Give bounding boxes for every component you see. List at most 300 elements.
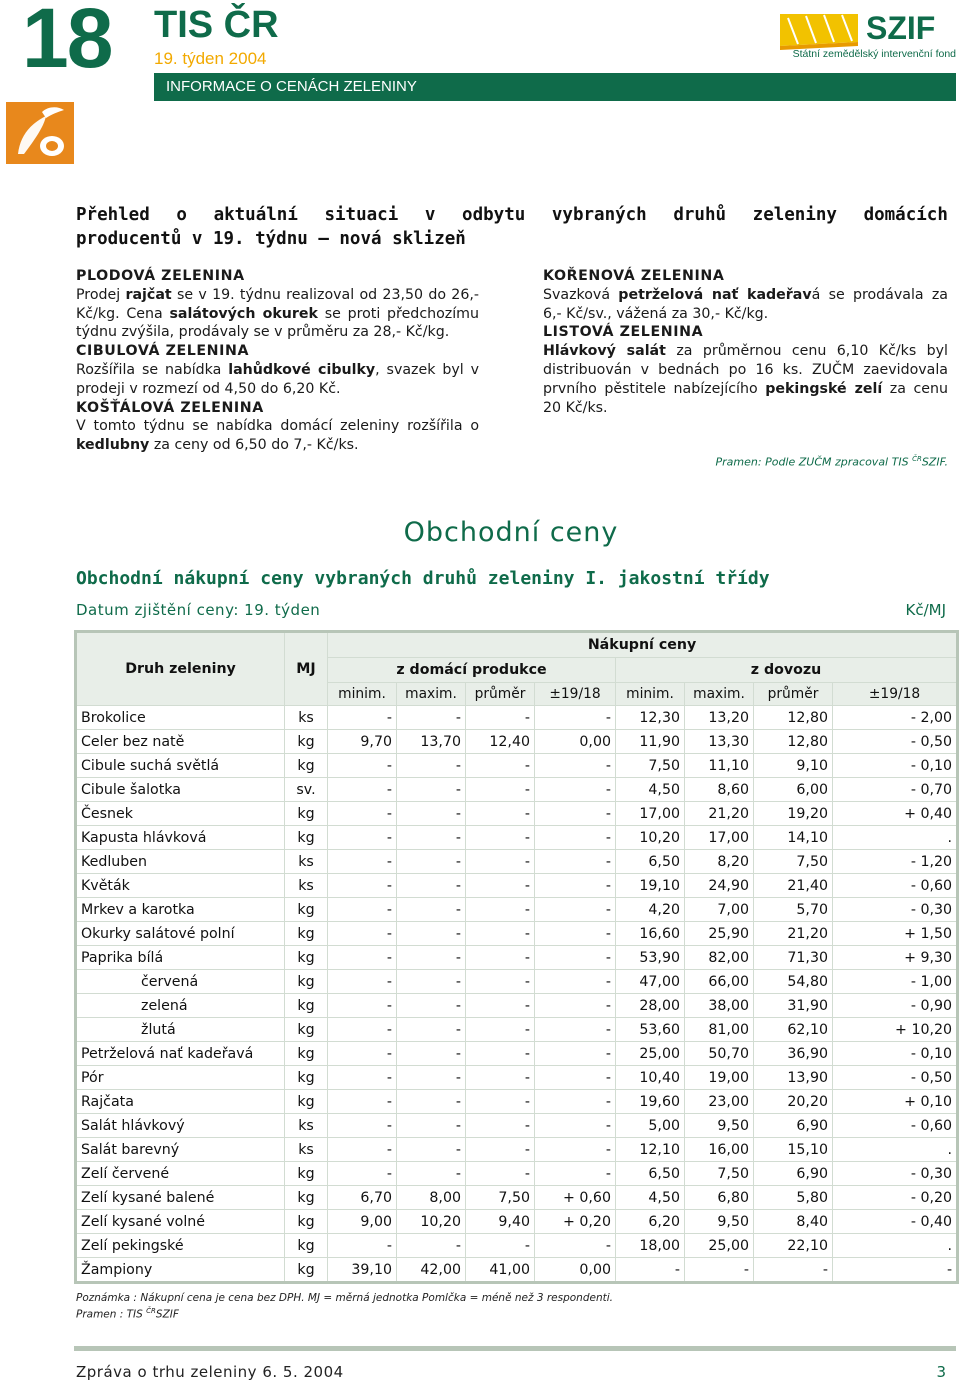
row-name: Česnek: [76, 802, 285, 826]
price-cell: 7,50: [685, 1162, 754, 1186]
price-cell: -: [397, 874, 466, 898]
price-cell: + 10,20: [833, 1018, 958, 1042]
price-cell: 13,70: [397, 730, 466, 754]
price-cell: -: [328, 994, 397, 1018]
listova-paragraph: Hlávkový salát za průměrnou cenu 6,10 Kč/ks byl distribuován v bednách po 16 ks. ZUČM zaevidovala prvního pěstitele nabízejícího pekingské zelí za cenu 20 Kč/ks.: [543, 343, 948, 416]
price-cell: 9,70: [328, 730, 397, 754]
price-cell: -: [466, 1138, 535, 1162]
price-cell: 19,20: [754, 802, 833, 826]
price-cell: 21,20: [754, 922, 833, 946]
price-cell: -: [466, 850, 535, 874]
price-cell: -: [535, 922, 616, 946]
row-name: Žampiony: [76, 1258, 285, 1283]
row-unit: sv.: [285, 778, 328, 802]
price-cell: .: [833, 1234, 958, 1258]
price-cell: - 0,60: [833, 1114, 958, 1138]
price-cell: 13,90: [754, 1066, 833, 1090]
price-cell: -: [535, 970, 616, 994]
price-cell: 50,70: [685, 1042, 754, 1066]
row-name: Paprika bílá: [76, 946, 285, 970]
price-cell: + 0,60: [535, 1186, 616, 1210]
price-cell: -: [328, 826, 397, 850]
title-word: odbytu: [462, 205, 526, 225]
price-cell: -: [328, 970, 397, 994]
price-cell: 7,00: [685, 898, 754, 922]
price-cell: 8,20: [685, 850, 754, 874]
table-row: [76, 850, 958, 874]
price-cell: 82,00: [685, 946, 754, 970]
title-word: druhů: [673, 205, 727, 225]
price-cell: -: [535, 1234, 616, 1258]
price-cell: -: [466, 946, 535, 970]
price-cell: 25,00: [685, 1234, 754, 1258]
price-cell: 6,50: [616, 850, 685, 874]
vegetable-logo-icon: [6, 102, 74, 164]
subheader-cell: průměr: [466, 683, 535, 706]
price-cell: 24,90: [685, 874, 754, 898]
price-cell: -: [397, 826, 466, 850]
price-cell: -: [466, 826, 535, 850]
price-cell: -: [535, 1018, 616, 1042]
price-cell: 13,30: [685, 730, 754, 754]
price-cell: -: [466, 1162, 535, 1186]
row-unit: kg: [285, 898, 328, 922]
title-word: domácích: [863, 205, 948, 225]
price-cell: -: [466, 898, 535, 922]
price-cell: -: [397, 706, 466, 730]
price-cell: 11,10: [685, 754, 754, 778]
price-cell: -: [397, 1114, 466, 1138]
row-name: Salát hlávkový: [76, 1114, 285, 1138]
subheader-cell: ±19/18: [535, 683, 616, 706]
row-name: Pór: [76, 1066, 285, 1090]
price-cell: -: [397, 898, 466, 922]
row-unit: kg: [285, 1066, 328, 1090]
price-cell: 4,50: [616, 778, 685, 802]
price-cell: 13,20: [685, 706, 754, 730]
table-row: [76, 706, 958, 730]
price-cell: 17,00: [616, 802, 685, 826]
table-row: [76, 994, 958, 1018]
price-cell: -: [397, 754, 466, 778]
table-subtitle: Obchodní nákupní ceny vybraných druhů zeleniny I. jakostní třídy: [76, 568, 770, 589]
price-cell: 4,20: [616, 898, 685, 922]
table-row: [76, 1114, 958, 1138]
szif-logo-text: SZIF: [866, 10, 936, 46]
table-row: [76, 1066, 958, 1090]
cibulova-heading: CIBULOVÁ ZELENINA: [76, 343, 250, 360]
brand-title: TIS ČR: [154, 4, 279, 46]
price-cell: -: [535, 802, 616, 826]
price-cell: - 0,60: [833, 874, 958, 898]
price-cell: -: [535, 1162, 616, 1186]
price-cell: -: [535, 826, 616, 850]
szif-logo-subtitle: Státní zemědělský intervenční fond: [792, 48, 956, 60]
price-cell: -: [397, 1066, 466, 1090]
price-cell: -: [535, 706, 616, 730]
price-cell: 16,60: [616, 922, 685, 946]
price-cell: 9,10: [754, 754, 833, 778]
price-cell: -: [328, 1138, 397, 1162]
price-cell: -: [466, 874, 535, 898]
row-unit: kg: [285, 754, 328, 778]
table-row: [76, 778, 958, 802]
table-row: [76, 922, 958, 946]
price-cell: -: [328, 1114, 397, 1138]
row-name: Celer bez natě: [76, 730, 285, 754]
row-name: Brokolice: [76, 706, 285, 730]
price-cell: 6,90: [754, 1162, 833, 1186]
note-text: Poznámka : Nákupní cena je cena bez DPH. MJ = měrná jednotka Pomlčka = méně než 3 respondenti.: [76, 1292, 613, 1304]
issue-number: 18: [22, 0, 112, 85]
price-cell: 10,20: [397, 1210, 466, 1234]
row-name: Zelí pekingské: [76, 1234, 285, 1258]
price-cell: -: [466, 1090, 535, 1114]
price-cell: 62,10: [754, 1018, 833, 1042]
price-cell: - 1,20: [833, 850, 958, 874]
right-column: [543, 267, 948, 417]
row-unit: ks: [285, 706, 328, 730]
row-unit: kg: [285, 1162, 328, 1186]
price-cell: - 0,30: [833, 898, 958, 922]
price-cell: - 0,70: [833, 778, 958, 802]
price-cell: 6,90: [754, 1114, 833, 1138]
page-number: 3: [936, 1363, 946, 1381]
price-cell: 6,80: [685, 1186, 754, 1210]
price-cell: -: [397, 922, 466, 946]
korenova-paragraph: Svazková petrželová nať kadeřavá se prodávala za 6,- Kč/sv., vážená za 30,- Kč/kg.: [543, 286, 948, 322]
price-cell: 7,50: [616, 754, 685, 778]
price-cell: -: [328, 898, 397, 922]
price-cell: 20,20: [754, 1090, 833, 1114]
row-unit: ks: [285, 850, 328, 874]
price-cell: 38,00: [685, 994, 754, 1018]
price-cell: - 0,10: [833, 1042, 958, 1066]
price-cell: 42,00: [397, 1258, 466, 1283]
price-cell: -: [466, 706, 535, 730]
price-cell: -: [466, 922, 535, 946]
table-row: [76, 754, 958, 778]
title-word: v: [424, 205, 436, 225]
price-cell: 71,30: [754, 946, 833, 970]
row-unit: ks: [285, 874, 328, 898]
price-cell: - 0,50: [833, 1066, 958, 1090]
price-cell: -: [397, 802, 466, 826]
price-cell: -: [466, 1018, 535, 1042]
price-cell: -: [328, 850, 397, 874]
price-cell: -: [397, 1018, 466, 1042]
price-cell: -: [328, 946, 397, 970]
price-cell: -: [535, 1114, 616, 1138]
price-cell: 5,00: [616, 1114, 685, 1138]
price-cell: 9,50: [685, 1210, 754, 1234]
title-word: situaci: [324, 205, 399, 225]
price-cell: -: [466, 1234, 535, 1258]
subheader-cell: ±19/18: [833, 683, 958, 706]
header-mj: MJ: [285, 632, 328, 706]
price-cell: -: [535, 850, 616, 874]
price-unit: Kč/MJ: [905, 601, 946, 619]
table-row: [76, 970, 958, 994]
korenova-heading: KOŘENOVÁ ZELENINA: [543, 268, 725, 284]
title-word: aktuální: [213, 205, 298, 225]
price-cell: -: [466, 1114, 535, 1138]
price-cell: -: [833, 1258, 958, 1283]
price-cell: -: [328, 706, 397, 730]
subheader-cell: minim.: [328, 683, 397, 706]
price-cell: 10,20: [616, 826, 685, 850]
price-cell: -: [535, 1066, 616, 1090]
price-cell: 41,00: [466, 1258, 535, 1283]
cibulova-paragraph: Rozšířila se nabídka lahůdkové cibulky, svazek byl v prodeji v rozmezí od 4,50 do 6,20 Kč.: [76, 361, 479, 397]
price-cell: -: [466, 970, 535, 994]
price-cell: -: [397, 946, 466, 970]
price-cell: 31,90: [754, 994, 833, 1018]
price-cell: 8,40: [754, 1210, 833, 1234]
price-cell: 36,90: [754, 1042, 833, 1066]
price-cell: 16,00: [685, 1138, 754, 1162]
price-cell: -: [535, 1042, 616, 1066]
title-word: o: [176, 205, 187, 225]
price-cell: -: [466, 802, 535, 826]
price-cell: + 0,20: [535, 1210, 616, 1234]
footer-rule: [74, 1346, 956, 1351]
note-source: Pramen : TIS $^{ČR}$SZIF: [76, 1307, 179, 1321]
table-row: [76, 1138, 958, 1162]
table-row: [76, 1234, 958, 1258]
row-unit: kg: [285, 922, 328, 946]
price-cell: -: [535, 946, 616, 970]
row-name: Květák: [76, 874, 285, 898]
price-cell: 23,00: [685, 1090, 754, 1114]
szif-logo: [778, 12, 956, 60]
table-row: [76, 874, 958, 898]
price-cell: -: [397, 1138, 466, 1162]
price-cell: 4,50: [616, 1186, 685, 1210]
price-cell: + 0,40: [833, 802, 958, 826]
week-label: 19. týden 2004: [154, 49, 267, 68]
price-cell: -: [328, 1018, 397, 1042]
price-cell: 47,00: [616, 970, 685, 994]
price-cell: -: [616, 1258, 685, 1283]
row-name: Zelí kysané balené: [76, 1186, 285, 1210]
subheader-cell: maxim.: [685, 683, 754, 706]
row-unit: kg: [285, 1234, 328, 1258]
table-row: [76, 898, 958, 922]
price-cell: + 0,10: [833, 1090, 958, 1114]
price-cell: -: [328, 754, 397, 778]
price-cell: -: [535, 994, 616, 1018]
title-word: vybraných: [551, 205, 647, 225]
row-unit: ks: [285, 1114, 328, 1138]
row-name: Petrželová nať kadeřavá: [76, 1042, 285, 1066]
price-cell: -: [397, 994, 466, 1018]
row-name: červená: [76, 970, 285, 994]
header-nakupni-ceny: Nákupní ceny: [328, 632, 958, 658]
price-cell: 7,50: [466, 1186, 535, 1210]
price-cell: -: [754, 1258, 833, 1283]
price-cell: .: [833, 1138, 958, 1162]
price-cell: -: [328, 922, 397, 946]
price-cell: -: [397, 1234, 466, 1258]
price-cell: -: [535, 898, 616, 922]
table-row: [76, 1210, 958, 1234]
header-domestic: z domácí produkce: [328, 658, 616, 683]
price-cell: 8,60: [685, 778, 754, 802]
price-cell: 9,40: [466, 1210, 535, 1234]
survey-date: Datum zjištění ceny: 19. týden: [76, 601, 321, 619]
row-unit: kg: [285, 970, 328, 994]
table-row: [76, 1186, 958, 1210]
price-cell: 11,90: [616, 730, 685, 754]
row-unit: kg: [285, 946, 328, 970]
price-cell: -: [397, 1090, 466, 1114]
price-cell: .: [833, 826, 958, 850]
price-cell: 12,80: [754, 706, 833, 730]
price-cell: -: [328, 1042, 397, 1066]
row-name: Kedluben: [76, 850, 285, 874]
price-cell: 22,10: [754, 1234, 833, 1258]
price-cell: - 0,10: [833, 754, 958, 778]
table-note: [76, 1292, 613, 1322]
price-cell: 28,00: [616, 994, 685, 1018]
plodova-heading: PLODOVÁ ZELENINA: [76, 268, 245, 284]
intro-title-line2: producentů v 19. týdnu – nová sklizeň: [76, 229, 466, 249]
title-word: zeleniny: [752, 205, 837, 225]
price-cell: 81,00: [685, 1018, 754, 1042]
price-cell: 6,00: [754, 778, 833, 802]
price-cell: + 1,50: [833, 922, 958, 946]
price-cell: - 2,00: [833, 706, 958, 730]
row-name: žlutá: [76, 1018, 285, 1042]
price-cell: 19,10: [616, 874, 685, 898]
price-cell: - 1,00: [833, 970, 958, 994]
price-cell: 39,10: [328, 1258, 397, 1283]
row-name: Okurky salátové polní: [76, 922, 285, 946]
row-unit: kg: [285, 1258, 328, 1283]
row-unit: kg: [285, 1018, 328, 1042]
section-label: INFORMACE O CENÁCH ZELENINY: [166, 78, 417, 95]
price-cell: 10,40: [616, 1066, 685, 1090]
price-cell: 15,10: [754, 1138, 833, 1162]
price-cell: 25,00: [616, 1042, 685, 1066]
price-cell: -: [397, 1162, 466, 1186]
row-unit: kg: [285, 826, 328, 850]
price-cell: - 0,20: [833, 1186, 958, 1210]
price-cell: 25,90: [685, 922, 754, 946]
table-row: [76, 946, 958, 970]
kostalova-paragraph: V tomto týdnu se nabídka domácí zeleniny rozšířila o kedlubny za ceny od 6,50 do 7,- Kč/ks.: [76, 418, 479, 454]
price-cell: 5,70: [754, 898, 833, 922]
table-row: [76, 826, 958, 850]
price-cell: -: [466, 1066, 535, 1090]
price-cell: -: [466, 754, 535, 778]
row-name: Kapusta hlávková: [76, 826, 285, 850]
price-cell: 0,00: [535, 730, 616, 754]
table-row: [76, 1018, 958, 1042]
price-cell: 54,80: [754, 970, 833, 994]
price-cell: -: [397, 970, 466, 994]
row-unit: kg: [285, 1186, 328, 1210]
price-cell: -: [535, 1138, 616, 1162]
row-name: Salát barevný: [76, 1138, 285, 1162]
row-unit: kg: [285, 730, 328, 754]
header-import: z dovozu: [616, 658, 958, 683]
row-name: Mrkev a karotka: [76, 898, 285, 922]
row-unit: kg: [285, 994, 328, 1018]
table-row: [76, 1162, 958, 1186]
price-cell: -: [535, 874, 616, 898]
price-cell: 12,40: [466, 730, 535, 754]
price-cell: -: [466, 778, 535, 802]
title-word: Přehled: [76, 205, 150, 225]
price-cell: -: [328, 778, 397, 802]
price-cell: 18,00: [616, 1234, 685, 1258]
price-cell: 9,00: [328, 1210, 397, 1234]
kostalova-heading: KOŠŤÁLOVÁ ZELENINA: [76, 399, 264, 416]
price-cell: -: [328, 1066, 397, 1090]
subheader-cell: minim.: [616, 683, 685, 706]
price-cell: 14,10: [754, 826, 833, 850]
price-cell: 66,00: [685, 970, 754, 994]
table-row: [76, 730, 958, 754]
price-cell: -: [685, 1258, 754, 1283]
price-cell: -: [535, 1090, 616, 1114]
price-cell: -: [466, 994, 535, 1018]
price-cell: -: [397, 850, 466, 874]
listova-heading: LISTOVÁ ZELENINA: [543, 324, 704, 341]
price-cell: 6,20: [616, 1210, 685, 1234]
subheader-cell: maxim.: [397, 683, 466, 706]
price-cell: 6,50: [616, 1162, 685, 1186]
price-cell: + 9,30: [833, 946, 958, 970]
price-cell: -: [397, 1042, 466, 1066]
footer-report-title: Zpráva o trhu zeleniny 6. 5. 2004: [76, 1363, 344, 1381]
price-cell: -: [328, 802, 397, 826]
table-row: [76, 1090, 958, 1114]
price-cell: 6,70: [328, 1186, 397, 1210]
header-druh: Druh zeleniny: [76, 632, 285, 706]
price-cell: 21,20: [685, 802, 754, 826]
price-cell: - 0,50: [833, 730, 958, 754]
price-cell: -: [328, 1234, 397, 1258]
price-cell: -: [328, 1090, 397, 1114]
price-cell: 8,00: [397, 1186, 466, 1210]
price-cell: -: [535, 778, 616, 802]
plodova-paragraph: Prodej rajčat se v 19. týdnu realizoval od 23,50 do 26,- Kč/kg. Cena salátových okurek se proti předchozímu týdnu zvýšila, prodávaly se v průměru za 28,- Kč/kg.: [76, 286, 479, 341]
price-cell: - 0,90: [833, 994, 958, 1018]
price-cell: 7,50: [754, 850, 833, 874]
price-cell: -: [466, 1042, 535, 1066]
price-cell: 9,50: [685, 1114, 754, 1138]
row-unit: kg: [285, 1042, 328, 1066]
price-cell: 17,00: [685, 826, 754, 850]
price-cell: -: [397, 778, 466, 802]
row-name: zelená: [76, 994, 285, 1018]
row-unit: kg: [285, 1090, 328, 1114]
price-cell: 53,60: [616, 1018, 685, 1042]
price-cell: 19,00: [685, 1066, 754, 1090]
price-cell: 21,40: [754, 874, 833, 898]
price-cell: 53,90: [616, 946, 685, 970]
row-unit: kg: [285, 802, 328, 826]
row-name: Cibule suchá světlá: [76, 754, 285, 778]
price-cell: - 0,40: [833, 1210, 958, 1234]
price-cell: 5,80: [754, 1186, 833, 1210]
price-cell: 12,10: [616, 1138, 685, 1162]
price-cell: -: [328, 1162, 397, 1186]
row-name: Rajčata: [76, 1090, 285, 1114]
